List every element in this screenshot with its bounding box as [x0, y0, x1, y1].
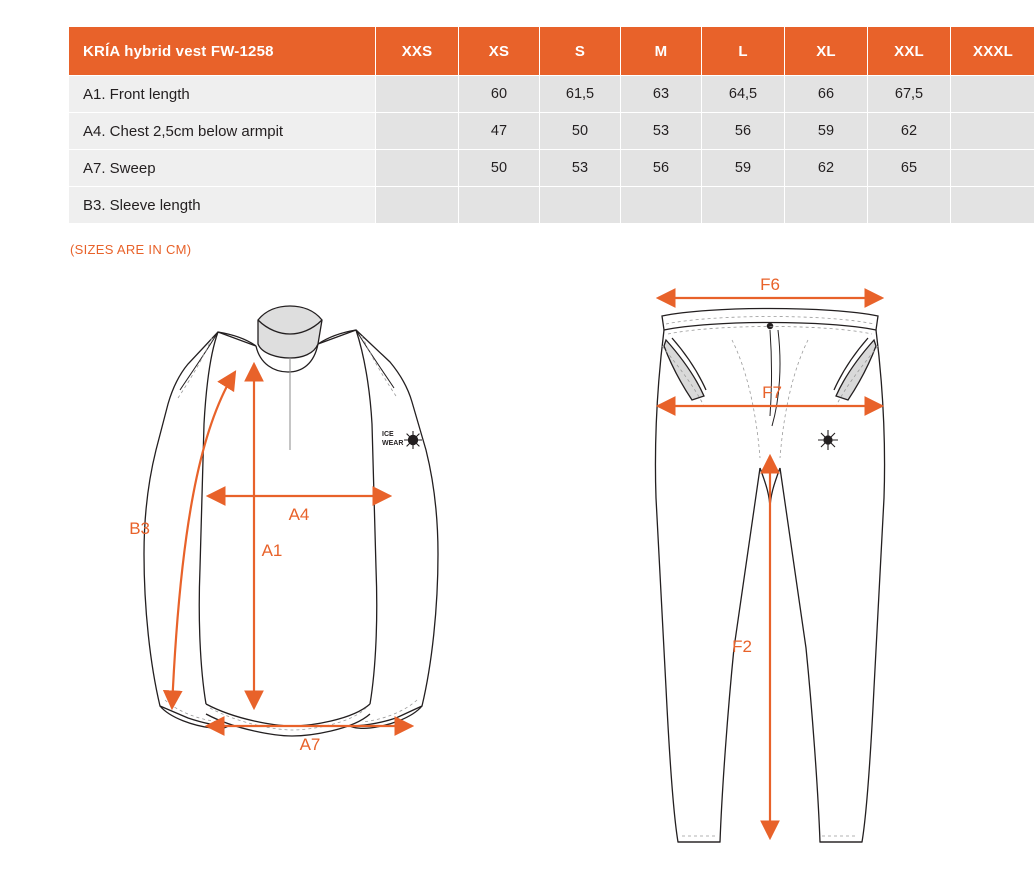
measurement-label-f2: F2: [732, 637, 752, 656]
cell-a7-xxs: [376, 150, 459, 187]
column-header-m: M: [621, 27, 702, 76]
table-title-cell: KRÍA hybrid vest FW-1258: [69, 27, 376, 76]
column-header-xs: XS: [459, 27, 540, 76]
cell-a7-m: 56: [621, 150, 702, 187]
column-header-l: L: [702, 27, 785, 76]
measurement-f2: [732, 456, 770, 838]
trousers-diagram: [600, 268, 1000, 868]
measurement-label-a1: A1: [261, 541, 283, 560]
cell-a1-xxs: [376, 76, 459, 113]
cell-a7-xl: 62: [785, 150, 868, 187]
table-body: [69, 76, 1034, 224]
cell-b3-xxxl: [951, 187, 1034, 224]
cell-a4-xxxl: [951, 113, 1034, 150]
cell-a7-xxxl: [951, 150, 1034, 187]
pullover-diagram: [60, 268, 560, 788]
table-header: [69, 27, 1034, 76]
cell-a1-xs: 60: [459, 76, 540, 113]
table-row: [69, 76, 1034, 113]
measurement-a7: [207, 726, 412, 754]
cell-b3-xxs: [376, 187, 459, 224]
measurement-f6: [658, 275, 882, 298]
measurement-label-f7: F7: [762, 383, 782, 402]
measurement-a4: [208, 496, 390, 524]
snowflake-icon: [818, 430, 838, 450]
cell-a4-xxs: [376, 113, 459, 150]
cell-a1-xxxl: [951, 76, 1034, 113]
cell-a4-m: 53: [621, 113, 702, 150]
size-chart-table-container: [68, 26, 1012, 224]
cell-b3-s: [540, 187, 621, 224]
measurement-label-a7: A7: [299, 735, 321, 754]
cell-a7-s: 53: [540, 150, 621, 187]
row-label-a7: A7. Sweep: [69, 150, 376, 187]
column-header-s: S: [540, 27, 621, 76]
brand-logo: [382, 431, 422, 449]
cell-a4-xxl: 62: [868, 113, 951, 150]
table-row: [69, 150, 1034, 187]
cell-b3-xs: [459, 187, 540, 224]
cell-a1-xl: 66: [785, 76, 868, 113]
measurement-label-f6: F6: [760, 275, 780, 294]
row-label-b3: B3. Sleeve length: [69, 187, 376, 224]
snowflake-icon: [404, 431, 422, 449]
cell-a4-l: 56: [702, 113, 785, 150]
cell-a4-s: 50: [540, 113, 621, 150]
measurement-b3: [129, 372, 235, 708]
pullover-stitching: [165, 336, 417, 730]
garment-diagrams: [0, 268, 1034, 888]
cell-a4-xl: 59: [785, 113, 868, 150]
cell-a1-l: 64,5: [702, 76, 785, 113]
cell-b3-l: [702, 187, 785, 224]
row-label-a1: A1. Front length: [69, 76, 376, 113]
row-label-a4: A4. Chest 2,5cm below armpit: [69, 113, 376, 150]
measurement-label-a4: A4: [288, 505, 310, 524]
cell-a1-m: 63: [621, 76, 702, 113]
cell-a7-l: 59: [702, 150, 785, 187]
cell-a1-s: 61,5: [540, 76, 621, 113]
column-header-xl: XL: [785, 27, 868, 76]
cell-a4-xs: 47: [459, 113, 540, 150]
table-row: [69, 113, 1034, 150]
cell-a1-xxl: 67,5: [868, 76, 951, 113]
cell-b3-m: [621, 187, 702, 224]
column-header-xxxl: XXXL: [951, 27, 1034, 76]
units-note: (SIZES ARE IN CM): [70, 242, 192, 257]
table-row: [69, 187, 1034, 224]
measurement-a1: [254, 364, 282, 708]
cell-a7-xs: 50: [459, 150, 540, 187]
column-header-xxs: XXS: [376, 27, 459, 76]
size-chart-table: [68, 26, 1034, 224]
table-header-row: [69, 27, 1034, 76]
cell-b3-xxl: [868, 187, 951, 224]
brand-logo-line1: ICE: [382, 431, 394, 438]
cell-a7-xxl: 65: [868, 150, 951, 187]
brand-logo-line2: WEAR: [382, 440, 404, 447]
measurement-label-b3: B3: [129, 519, 150, 538]
column-header-xxl: XXL: [868, 27, 951, 76]
cell-b3-xl: [785, 187, 868, 224]
